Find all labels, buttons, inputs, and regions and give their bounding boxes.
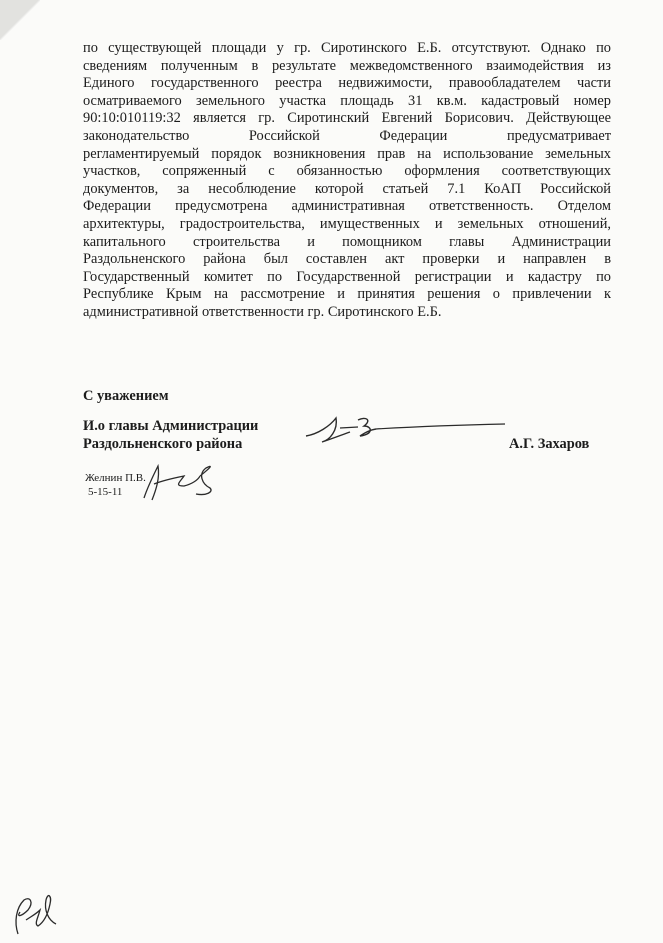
body-line: регламентируемый порядок возникновения прав на использование земельных — [83, 145, 611, 162]
letter-body — [83, 40, 611, 322]
page-corner-fold — [0, 0, 40, 40]
executor-name: Желнин П.В. — [85, 472, 146, 484]
closing-regards: С уважением — [83, 388, 169, 404]
body-line: Раздольненского района был составлен акт проверки и направлен в — [83, 251, 611, 268]
body-line: законодательство Российской Федерации предусматривает — [83, 127, 611, 144]
body-line: Государственный комитет по Государственной регистрации и кадастру по — [83, 268, 611, 285]
body-line: 90:10:010119:32 является гр. Сиротинский Евгений Борисович. Действующее — [83, 110, 611, 127]
margin-initials-image — [4, 880, 64, 940]
body-line: Федерации предусмотрена административная ответственность. Отделом — [83, 198, 611, 215]
body-line: Республике Крым на рассмотрение и принятия решения о привлечении к — [83, 286, 611, 303]
executor-signature-image — [140, 458, 218, 504]
body-line: Единого государственного реестра недвижимости, правообладателем части — [83, 75, 611, 92]
signer-title-line2: Раздольненского района — [83, 435, 243, 452]
body-line: осматриваемого земельного участка площадь 31 кв.м. кадастровый номер — [83, 92, 611, 109]
body-line: капитального строительства и помощником главы Администрации — [83, 233, 611, 250]
body-line: административной ответственности гр. Сиротинского Е.Б. — [83, 303, 442, 320]
body-line: документов, за несоблюдение которой статьей 7.1 КоАП Российской — [83, 180, 611, 197]
signer-title-line1: И.о главы Администрации — [83, 418, 259, 434]
executor-phone: 5-15-11 — [88, 486, 123, 498]
body-line: сведениям полученным в результате межведомственного взаимодействия из — [83, 57, 611, 74]
body-line: архитектуры, градостроительства, имущественных и земельных отношений, — [83, 215, 611, 232]
signer-name: А.Г. Захаров — [509, 436, 590, 452]
body-line: участков, сопряженный с обязанностью оформления соответствующих — [83, 163, 611, 180]
body-line: по существующей площади у гр. Сиротинского Е.Б. отсутствуют. Однако по — [83, 40, 611, 56]
signer-title — [83, 418, 258, 453]
executor-info — [85, 471, 146, 499]
signature-image — [300, 408, 510, 448]
